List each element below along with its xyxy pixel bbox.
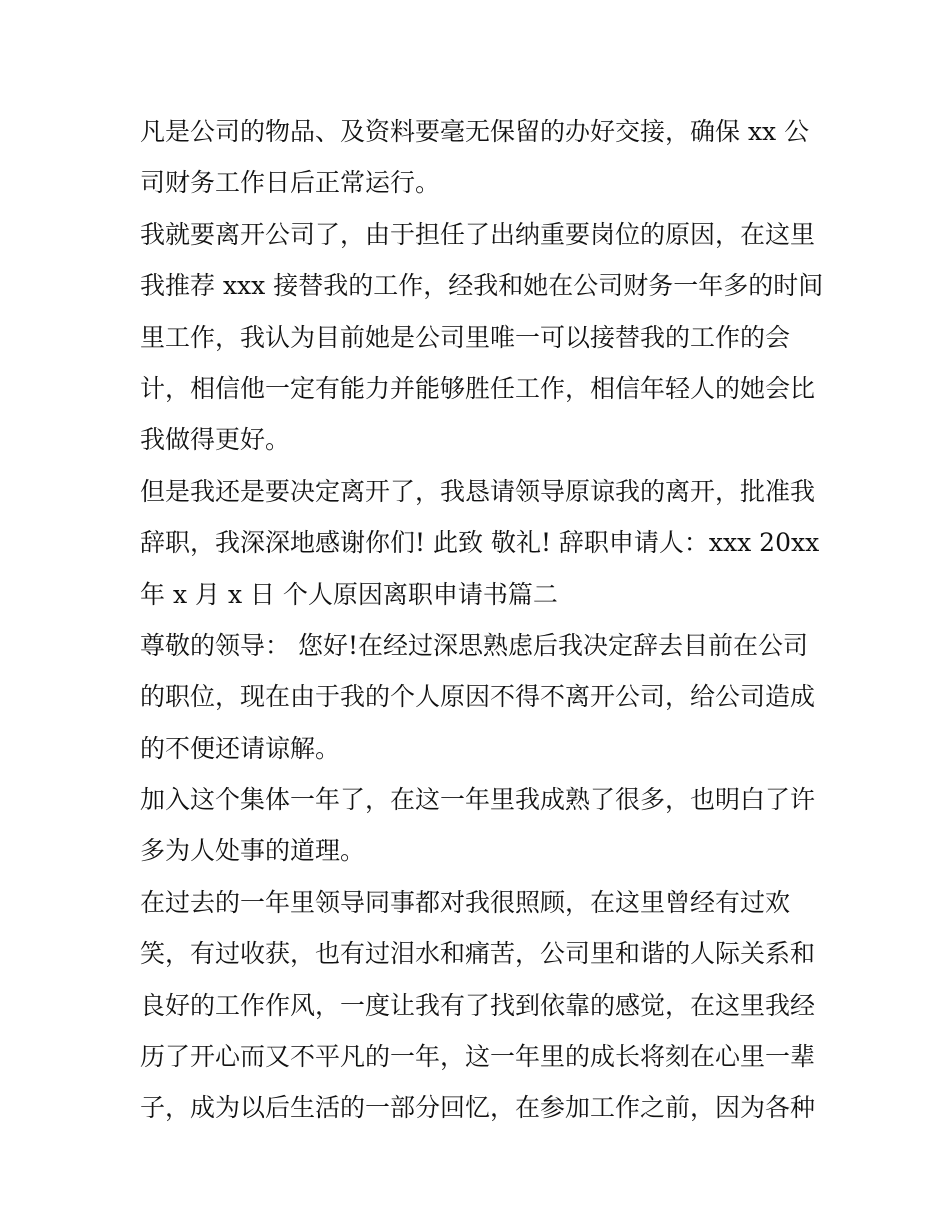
text-line: 里工作，我认为目前她是公司里唯一可以接替我的工作的会 [140,322,791,352]
text-line: 历了开心而又不平凡的一年，这一年里的成长将刻在心里一辈 [140,1042,816,1072]
text-line: 在过去的一年里领导同事都对我很照顾，在这里曾经有过欢 [140,887,791,917]
text-line: 笑，有过收获，也有过泪水和痛苦，公司里和谐的人际关系和 [140,939,816,969]
text-line: 的不便还请谅解。 [140,733,341,763]
text-line: 我做得更好。 [140,425,291,455]
text-line: 凡是公司的物品、及资料要毫无保留的办好交接，确保 xx 公 [140,117,810,146]
text-line: 司财务工作日后正常运行。 [140,168,441,198]
text-line: 辞职，我深深地感谢你们! 此致 敬礼! 辞职申请人：xxx 20xx [140,528,820,558]
text-line: 计，相信他一定有能力并能够胜任工作，相信年轻人的她会比 [140,373,816,403]
text-line: 多为人处事的道理。 [140,836,366,866]
text-line: 良好的工作作风，一度让我有了找到依靠的感觉，在这里我经 [140,990,816,1020]
text-line: 子，成为以后生活的一部分回忆，在参加工作之前，因为各种 [140,1093,816,1123]
document-body [140,106,824,1134]
text-line: 加入这个集体一年了，在这一年里我成熟了很多，也明白了许 [140,785,816,815]
text-line: 我就要离开公司了，由于担任了出纳重要岗位的原因，在这里 [140,219,816,249]
text-line: 我推荐 xxx 接替我的工作，经我和她在公司财务一年多的时间 [140,271,824,301]
text-line: 尊敬的领导： 您好!在经过深思熟虑后我决定辞去目前在公司 [140,630,808,660]
text-line: 但是我还是要决定离开了，我恳请领导原谅我的离开，批准我 [140,476,816,506]
text-line: 年 x 月 x 日 个人原因离职申请书篇二 [140,579,558,609]
text-line: 的职位，现在由于我的个人原因不得不离开公司，给公司造成 [140,682,816,712]
